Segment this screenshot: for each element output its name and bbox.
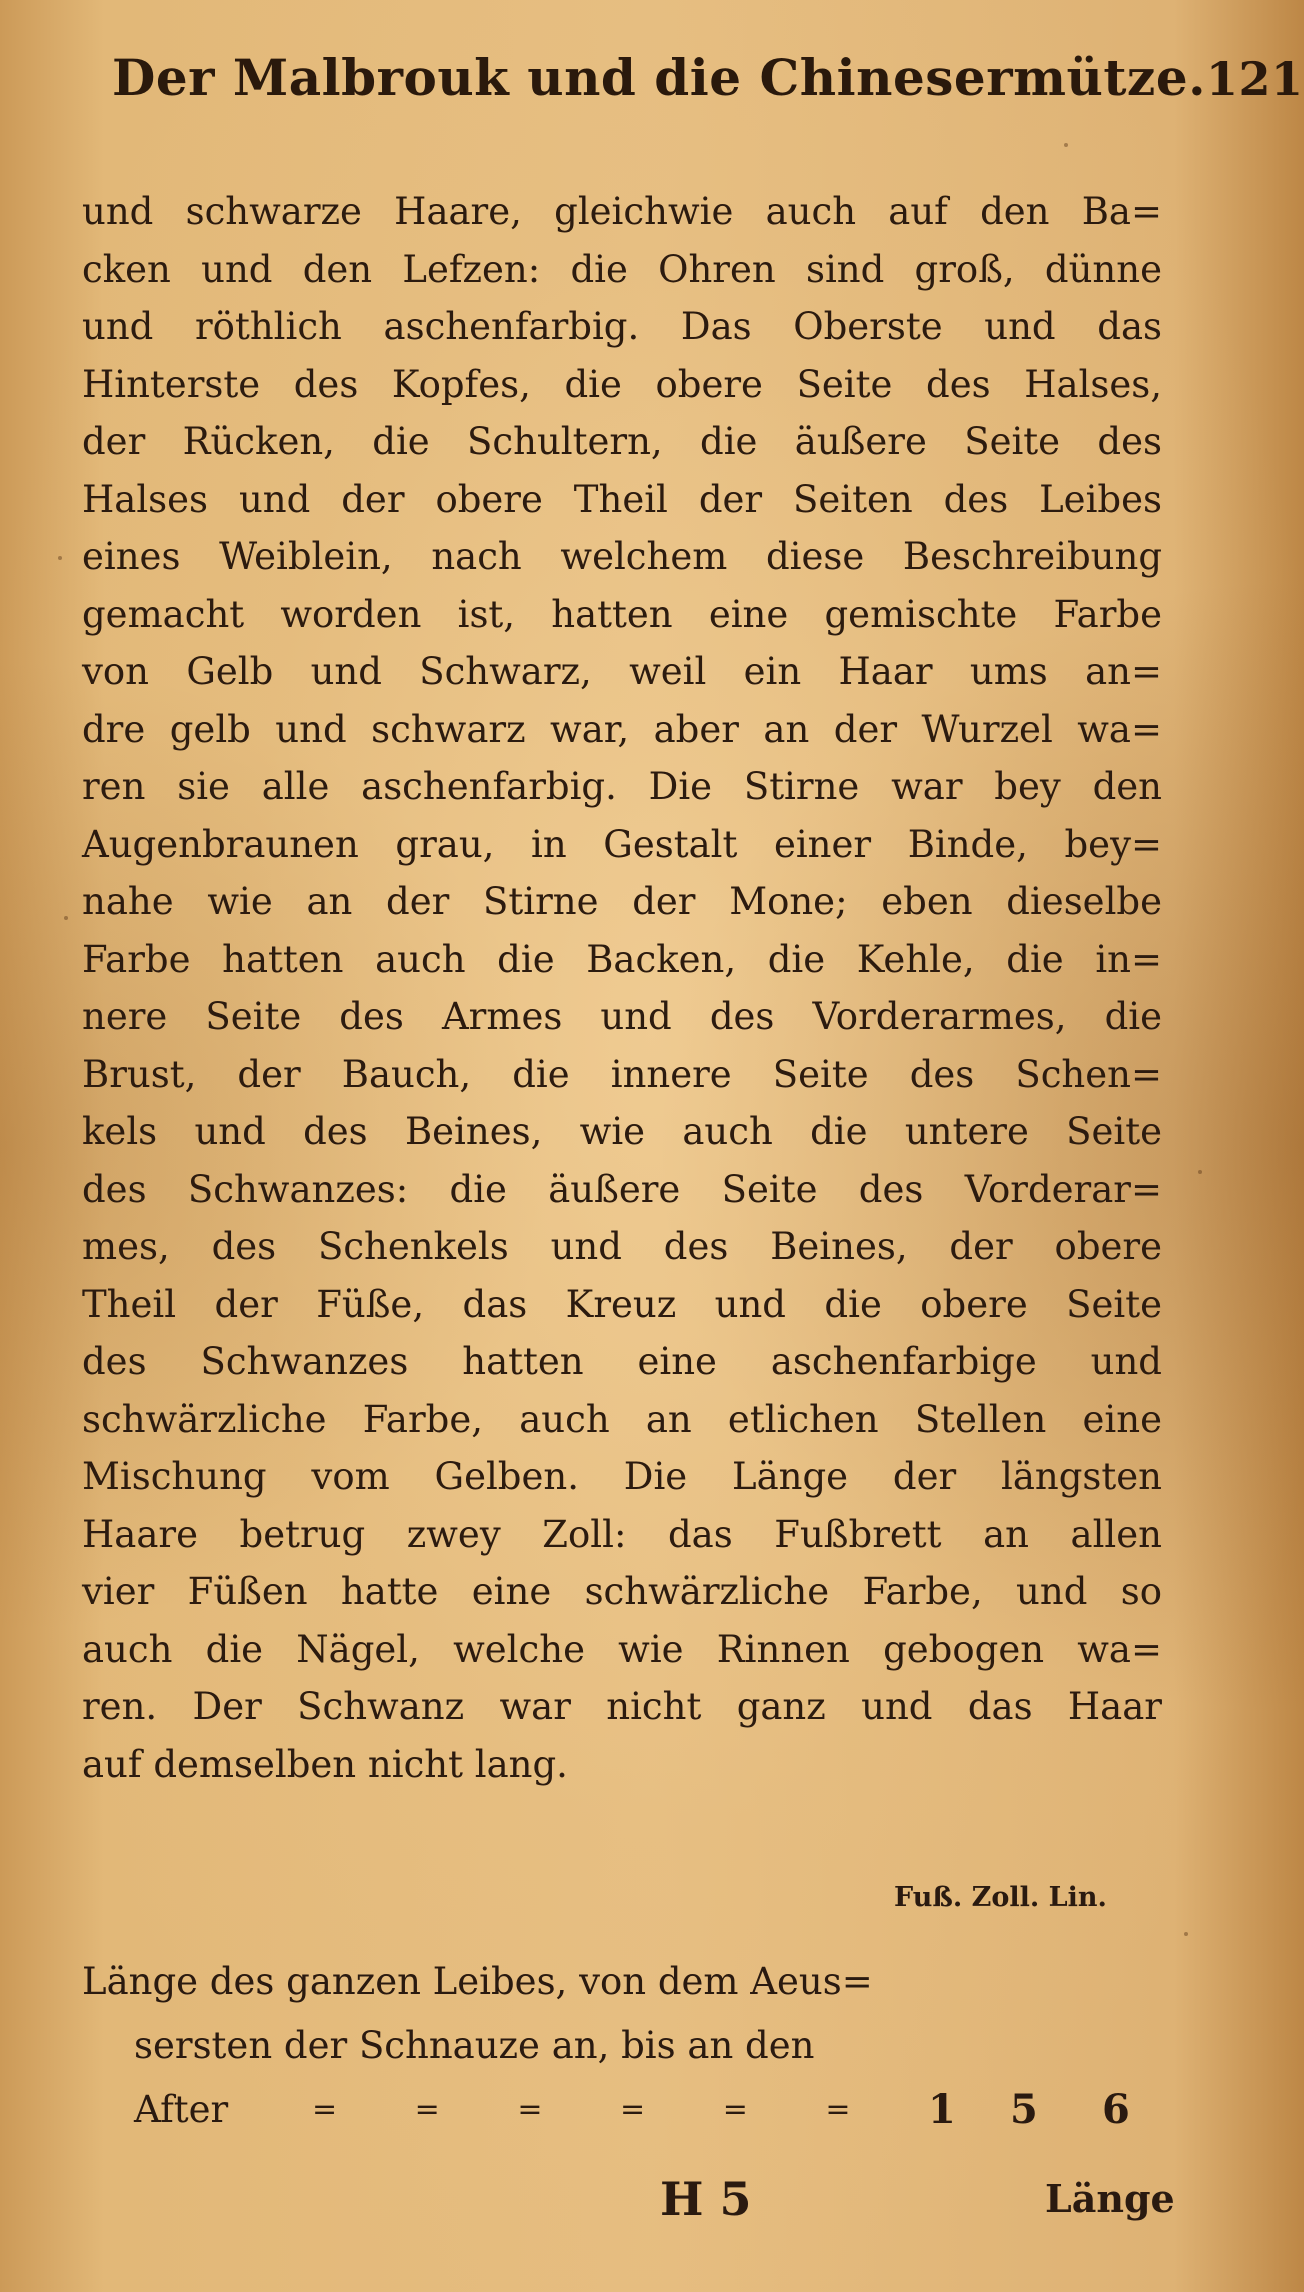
running-title: Der Malbrouk und die Chinesermütze. <box>112 48 1207 107</box>
text-line: Augenbraunen grau, in Gestalt einer Binde, bey= <box>82 822 1162 866</box>
paper-speck <box>64 916 68 920</box>
text-line: Halses und der obere Theil der Seiten des Leibes <box>82 477 1162 521</box>
text-line: Brust, der Bauch, die innere Seite des Schen= <box>82 1052 1162 1096</box>
text-line: von Gelb und Schwarz, weil ein Haar ums an= <box>82 650 1162 693</box>
signature-mark: H 5 <box>660 2172 752 2226</box>
text-line: ren sie alle aschenfarbig. Die Stirne war bey den <box>82 765 1162 808</box>
text-line: auch die Nägel, welche wie Rinnen gebogen wa= <box>82 1627 1162 1671</box>
text-line: Farbe hatten auch die Backen, die Kehle, die in= <box>82 937 1162 981</box>
text-line: schwärzliche Farbe, auch an etlichen Stellen eine <box>82 1397 1162 1441</box>
value-zoll: 5 <box>1010 2086 1038 2133</box>
measurement-final-line <box>82 2078 1172 2142</box>
paper-speck <box>1184 1932 1188 1936</box>
paper-speck <box>1198 1170 1202 1174</box>
page-footer <box>0 2172 1228 2242</box>
text-line: des Schwanzes hatten eine aschenfarbige und <box>82 1340 1162 1383</box>
text-line: vier Füßen hatte eine schwärzliche Farbe, und so <box>82 1570 1162 1613</box>
text-line: Hinterste des Kopfes, die obere Seite des Halses, <box>82 362 1162 406</box>
measurement-label-line: Länge des ganzen Leibes, von dem Aeus= <box>82 1960 873 2003</box>
text-line: dre gelb und schwarz war, aber an der Wurzel wa= <box>82 707 1162 751</box>
catchword: Länge <box>1045 2176 1175 2221</box>
text-line: und schwarze Haare, gleichwie auch auf den Ba= <box>82 190 1162 233</box>
measurement-column-headers: Fuß. Zoll. Lin. <box>894 1882 1107 1913</box>
text-line: auf demselben nicht lang. <box>82 1742 568 1786</box>
text-line: ren. Der Schwanz war nicht ganz und das Haar <box>82 1685 1162 1728</box>
value-linien: 6 <box>1102 2086 1130 2133</box>
text-line: mes, des Schenkels und des Beines, der obere <box>82 1225 1162 1268</box>
text-line: Haare betrug zwey Zoll: das Fußbrett an allen <box>82 1512 1162 1556</box>
text-line: nahe wie an der Stirne der Mone; eben dieselbe <box>82 880 1162 923</box>
paper-speck <box>1064 143 1068 147</box>
text-line: nere Seite des Armes und des Vorderarmes, die <box>82 995 1162 1038</box>
text-line: des Schwanzes: die äußere Seite des Vorderar= <box>82 1167 1162 1211</box>
measurement-label-line: After <box>134 2088 229 2131</box>
text-line: cken und den Lefzen: die Ohren sind groß, dünne <box>82 247 1162 291</box>
text-line: Mischung vom Gelben. Die Länge der längsten <box>82 1455 1162 1498</box>
text-line: Theil der Füße, das Kreuz und die obere Seite <box>82 1282 1162 1326</box>
paper-speck <box>58 556 62 560</box>
body-paragraph <box>82 183 1162 1793</box>
page-number: 121 <box>1206 52 1304 106</box>
leader-dots: = = = = = = <box>312 2092 885 2127</box>
measurement-row <box>82 1950 1172 2142</box>
text-line: und röthlich aschenfarbig. Das Oberste und das <box>82 305 1162 348</box>
text-line: der Rücken, die Schultern, die äußere Seite des <box>82 420 1162 463</box>
text-line: gemacht worden ist, hatten eine gemischte Farbe <box>82 592 1162 636</box>
running-header <box>112 48 1304 128</box>
measurement-label-line: sersten der Schnauze an, bis an den <box>134 2024 815 2067</box>
text-line: eines Weiblein, nach welchem diese Beschreibung <box>82 535 1162 578</box>
value-fuss: 1 <box>928 2086 956 2133</box>
text-line: kels und des Beines, wie auch die untere Seite <box>82 1110 1162 1153</box>
